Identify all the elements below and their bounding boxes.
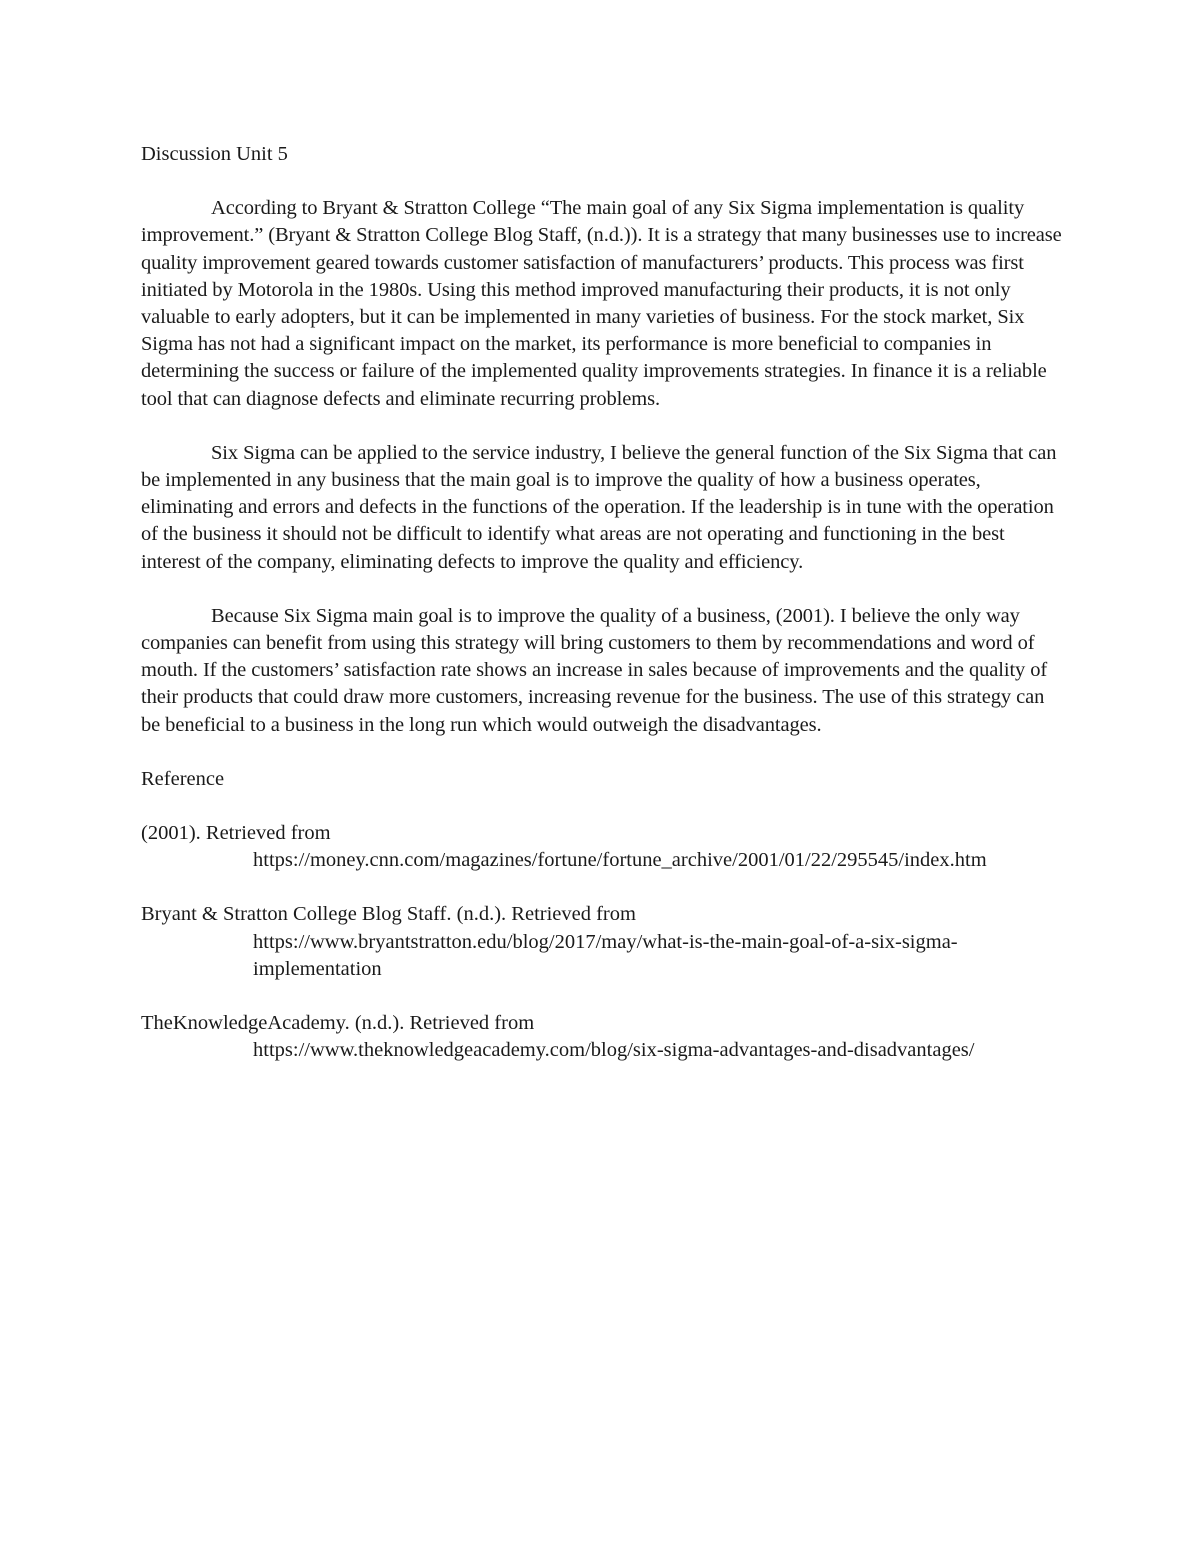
body-paragraph-3: Because Six Sigma main goal is to improve the quality of a business, (2001). I believe the only way companies can benefit from using this strategy will bring customers to them by recommendations and word of mouth. If the customers’ satisfaction rate shows an increase in sales because of improvements and the quality of their products that could draw more customers, increasing revenue for the business. The use of this strategy can be beneficial to a business in the long run which would outweigh the disadvantages.	[141, 604, 1048, 736]
document-page	[141, 141, 1066, 1091]
reference-url: https://www.theknowledgeacademy.com/blog/six-sigma-advantages-and-disadvantages/	[253, 1039, 975, 1062]
reference-citation: Bryant & Stratton College Blog Staff. (n.d.). Retrieved from	[141, 903, 636, 926]
reference-entry-1	[141, 820, 1066, 874]
reference-entry-3	[141, 1010, 1066, 1064]
body-paragraph-2: Six Sigma can be applied to the service industry, I believe the general function of the Six Sigma that can be implemented in any business that the main goal is to improve the quality of how a business operates, eliminating and errors and defects in the functions of the operation. If the leadership is in tune with the operation of the business it should not be difficult to identify what areas are not operating and functioning in the best interest of the company, eliminating defects to improve the quality and efficiency.	[141, 441, 1057, 573]
body-paragraph-1: According to Bryant & Stratton College “The main goal of any Six Sigma implementation is quality improvement.” (Bryant & Stratton College Blog Staff, (n.d.)). It is a strategy that many businesses use to increase quality improvement geared towards customer satisfaction of manufacturers’ products. This process was first initiated by Motorola in the 1980s. Using this method improved manufacturing their products, it is not only valuable to early adopters, but it can be implemented in many varieties of business. For the stock market, Six Sigma has not had a significant impact on the market, its performance is more beneficial to companies in determining the success or failure of the implemented quality improvements strategies. In finance it is a reliable tool that can diagnose defects and eliminate recurring problems.	[141, 197, 1062, 410]
reference-citation: (2001). Retrieved from	[141, 822, 331, 845]
reference-citation: TheKnowledgeAcademy. (n.d.). Retrieved from	[141, 1012, 535, 1035]
document-title: Discussion Unit 5	[141, 143, 288, 165]
reference-url: https://money.cnn.com/magazines/fortune/fortune_archive/2001/01/22/295545/index.htm	[253, 849, 987, 872]
reference-url: https://www.bryantstratton.edu/blog/2017/may/what-is-the-main-goal-of-a-six-sigma-implementation	[253, 930, 958, 980]
reference-heading: Reference	[141, 767, 225, 790]
reference-entry-2	[141, 901, 1066, 983]
